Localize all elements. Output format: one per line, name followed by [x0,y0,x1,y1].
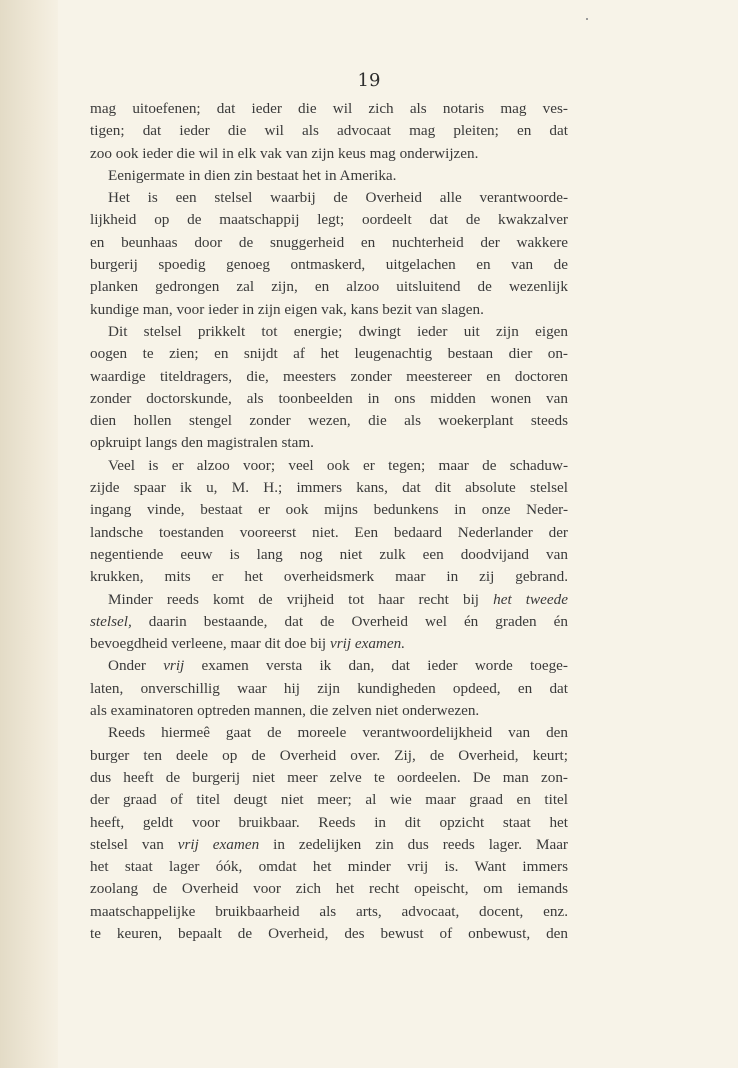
text-line [90,722,568,744]
text-line [90,120,568,142]
italic-segment: het tweede [493,590,568,608]
text-segment: planken gedrongen zal zijn, en alzoo uitsluitend de wezenlijk [90,278,568,296]
text-line [90,856,568,878]
text-line [90,767,568,789]
text-line [90,209,568,231]
text-segment: burgerij spoedig genoeg ontmaskerd, uitgelachen en van de [90,256,568,274]
text-line [90,455,568,477]
text-segment: Eenigermate in dien zin bestaat het in Amerika. [108,166,397,184]
text-segment: te keuren, bepaalt de Overheid, des bewust of onbewust, den [90,924,568,942]
text-line [90,633,568,655]
text-line [90,789,568,811]
text-line [90,165,568,187]
text-line [90,812,568,834]
text-segment: negentiende eeuw is lang nog niet zulk een doodvijand van [90,545,568,563]
text-segment: dus heeft de burgerij niet meer zelve te oordeelen. De man zon- [90,768,568,786]
text-line [90,834,568,856]
text-line [90,410,568,432]
scan-speck [586,18,588,20]
text-segment: examen versta ik dan, dat ieder worde toege- [184,657,568,675]
text-segment: tigen; dat ieder die wil als advocaat mag pleiten; en dat [90,122,568,140]
italic-segment: vrij examen. [329,635,406,653]
text-segment: zoolang de Overheid voor zich het recht opeischt, om iemands [90,880,568,898]
italic-segment: stelsel, [90,612,132,630]
text-line [90,232,568,254]
text-line [90,321,568,343]
text-segment: als examinatoren optreden mannen, die zelven niet onderwezen. [90,702,480,720]
text-line [90,611,568,633]
text-segment: Dit stelsel prikkelt tot energie; dwingt ieder uit zijn eigen [108,322,568,340]
text-line [90,655,568,677]
text-line [90,745,568,767]
text-segment: lijkheid op de maatschappij legt; oordeelt dat de kwakzalver [90,211,568,229]
text-line [90,254,568,276]
text-line [90,98,568,120]
text-line [90,388,568,410]
text-line [90,522,568,544]
text-line [90,589,568,611]
text-segment: der graad of titel deugt niet meer; al wie maar graad en titel [90,791,568,809]
text-segment: krukken, mits er het overheidsmerk maar in zij gebrand. [90,568,568,586]
text-line [90,276,568,298]
text-segment: stelsel van [90,835,178,853]
text-line [90,901,568,923]
text-segment: burger ten deele op de Overheid over. Zij, de Overheid, keurt; [90,746,568,764]
italic-segment: vrij [163,657,185,675]
text-segment: heeft, geldt voor bruikbaar. Reeds in dit opzicht staat het [90,813,568,831]
text-line [90,544,568,566]
text-segment: Het is een stelsel waarbij de Overheid alle verantwoorde- [108,189,568,207]
page-binding-shadow [0,0,58,1068]
text-segment: laten, onverschillig waar hij zijn kundigheden opdeed, en dat [90,679,568,697]
text-segment: Minder reeds komt de vrijheid tot haar recht bij [108,590,494,608]
text-segment: oogen te zien; en snijdt af het leugenachtig bestaan dier on- [90,345,568,363]
text-segment: zijde spaar ik u, M. H.; immers kans, dat dit absolute stelsel [90,479,568,497]
text-line [90,923,568,945]
text-line [90,566,568,588]
italic-segment: vrij examen [177,835,260,853]
text-segment: in zedelijken zin dus reeds lager. Maar [259,835,568,853]
text-segment: dien hollen stengel zonder wezen, die als woekerplant steeds [90,412,568,430]
text-line [90,878,568,900]
text-segment: zoo ook ieder die wil in elk vak van zijn keus mag onderwijzen. [90,144,479,162]
text-segment: opkruipt langs den magistralen stam. [90,434,314,452]
text-segment: en beunhaas door de snuggerheid en nuchterheid der wakkere [90,233,568,251]
text-segment: daarin bestaande, dat de Overheid wel én graden én [131,612,568,630]
text-segment: maatschappelijke bruikbaarheid als arts, advocaat, docent, enz. [90,902,568,920]
text-line [90,343,568,365]
text-segment: Onder [108,657,164,675]
text-line [90,299,568,321]
text-segment: landsche toestanden vooreerst niet. Een bedaard Nederlander der [90,523,568,541]
text-segment: mag uitoefenen; dat ieder die wil zich als notaris mag ves- [90,100,568,117]
body-text [90,98,568,945]
text-segment: Veel is er alzoo voor; veel ook er tegen; maar de schaduw- [108,456,568,474]
text-line [90,700,568,722]
text-line [90,187,568,209]
text-segment: Reeds hiermeê gaat de moreele verantwoordelijkheid van den [108,724,568,742]
text-segment: bevoegdheid verleene, maar dit doe bij [90,635,330,653]
text-segment: kundige man, voor ieder in zijn eigen vak, kans bezit van slagen. [90,300,484,318]
text-segment: het staat lager óók, omdat het minder vrij is. Want immers [90,858,568,876]
text-segment: waardige titeldragers, die, meesters zonder meestereer en doctoren [90,367,568,385]
text-line [90,366,568,388]
text-segment: ingang vinde, bestaat er ook mijns bedunkens in onze Neder- [90,501,568,519]
text-line [90,143,568,165]
text-segment: zonder doctorskunde, als toonbeelden in ons midden wonen van [90,389,568,407]
page-number: 19 [357,70,381,91]
text-line [90,499,568,521]
text-line [90,477,568,499]
text-line [90,678,568,700]
text-line [90,432,568,454]
